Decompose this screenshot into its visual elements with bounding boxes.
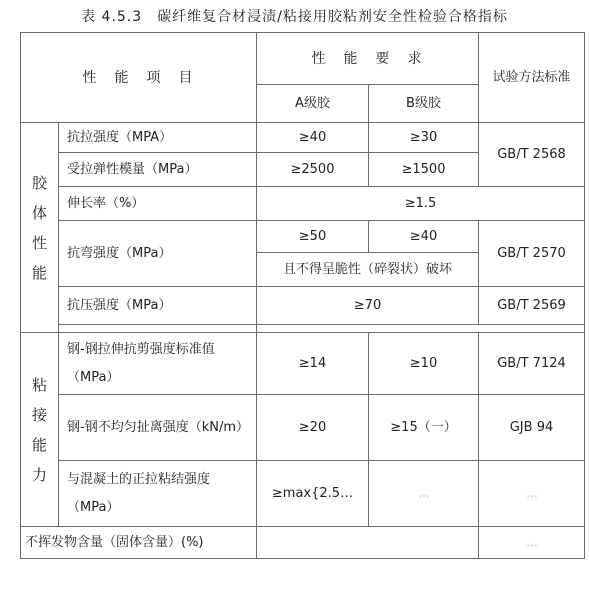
group-spacer <box>59 325 257 333</box>
row-bending-b: ≥40 <box>369 221 479 253</box>
row-bending-method: GB/T 2570 <box>479 221 585 287</box>
header-method: 试验方法标准 <box>479 33 585 123</box>
row-elongation-value: ≥1.5 <box>257 187 585 221</box>
row-tensile-strength-b: ≥30 <box>369 123 479 153</box>
spec-table <box>20 32 585 559</box>
row-peel-method: GJB 94 <box>479 395 585 461</box>
row-tensile-modulus-a: ≥2500 <box>257 153 369 187</box>
row-tensile-modulus-b: ≥1500 <box>369 153 479 187</box>
row-bending-label: 抗弯强度（MPa） <box>59 221 257 287</box>
row-concrete-label: 与混凝土的正拉粘结强度（MPa） <box>59 461 257 527</box>
header-grade-a: A级胶 <box>257 85 369 123</box>
row-shear-b: ≥10 <box>369 333 479 395</box>
row-compressive-label: 抗压强度（MPa） <box>59 287 257 325</box>
table-title: 表 4.5.3 碳纤维复合材浸渍/粘接用胶粘剂安全性检验合格指标 <box>81 9 508 25</box>
row-shear-a: ≥14 <box>257 333 369 395</box>
row-nonvolatile-label: 不挥发物含量（固体含量）(%) <box>21 527 257 559</box>
row-nonvolatile-value <box>257 527 479 559</box>
row-compressive-method: GB/T 2569 <box>479 287 585 325</box>
row-peel-b: ≥15（一） <box>369 395 479 461</box>
row-nonvolatile-method: … <box>479 527 585 559</box>
row-concrete-method: … <box>479 461 585 527</box>
row-bending-note: 且不得呈脆性（碎裂状）破坏 <box>257 253 479 287</box>
row-tensile-method: GB/T 2568 <box>479 123 585 187</box>
row-tensile-modulus-label: 受拉弹性模量（MPa） <box>59 153 257 187</box>
row-peel-a: ≥20 <box>257 395 369 461</box>
row-shear-method: GB/T 7124 <box>479 333 585 395</box>
row-tensile-strength-a: ≥40 <box>257 123 369 153</box>
row-elongation-label: 伸长率（%） <box>59 187 257 221</box>
row-peel-label: 钢-钢不均匀扯离强度（kN/m） <box>59 395 257 461</box>
row-concrete-a: ≥max{2.5… <box>257 461 369 527</box>
row-bending-a: ≥50 <box>257 221 369 253</box>
group-adhesive: 胶体性能 <box>21 123 59 333</box>
row-compressive-value: ≥70 <box>257 287 479 325</box>
group-spacer <box>257 325 585 333</box>
row-shear-label: 钢-钢拉伸抗剪强度标准值（MPa） <box>59 333 257 395</box>
header-grade-b: B级胶 <box>369 85 479 123</box>
row-tensile-strength-label: 抗拉强度（MPA） <box>59 123 257 153</box>
header-requirement: 性 能 要 求 <box>257 33 479 85</box>
group-bonding: 粘接能力 <box>21 333 59 527</box>
header-item: 性 能 项 目 <box>21 33 257 123</box>
row-concrete-b: … <box>369 461 479 527</box>
